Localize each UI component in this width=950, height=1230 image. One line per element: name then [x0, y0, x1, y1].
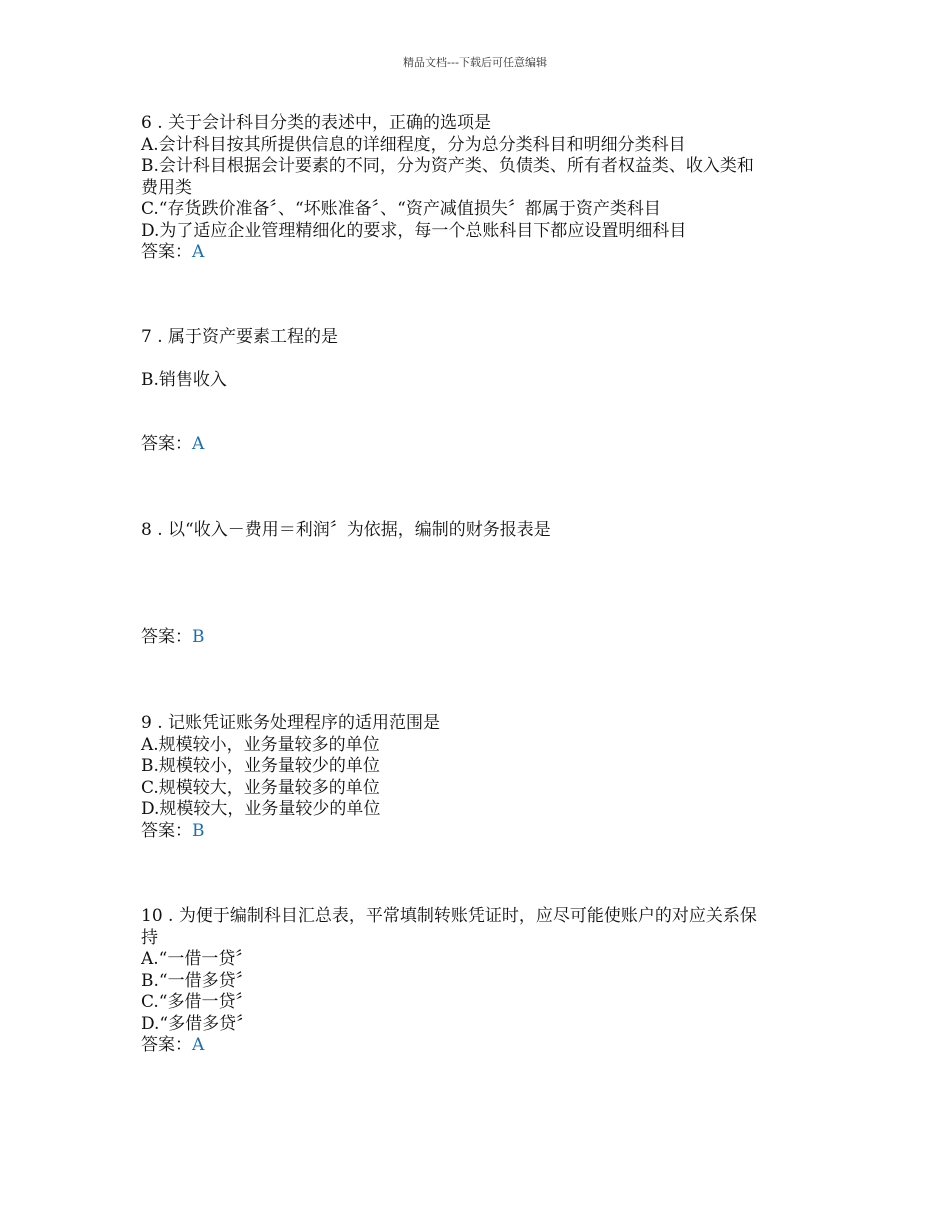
answer-row: [141, 821, 821, 843]
page-header: 精品文档---下载后可任意编辑: [403, 56, 547, 69]
answer-value: B: [192, 627, 205, 647]
question-8-answer: [141, 627, 821, 649]
question-title: 7 . 属于资产要素工程的是: [141, 327, 339, 347]
option-a: A.“一借一贷〞: [141, 949, 253, 969]
question-6: [141, 113, 821, 264]
answer-row: [141, 1035, 821, 1057]
question-title-cont: 持: [141, 927, 158, 948]
option-b: B.“一借多贷〞: [141, 970, 253, 991]
answer-label: 答案：: [141, 627, 192, 647]
question-7-answer: [141, 434, 821, 456]
question-10: [141, 906, 821, 1057]
question-7-options: [141, 370, 821, 392]
answer-row: [141, 242, 821, 264]
answer-value: A: [192, 434, 205, 454]
question-9: [141, 713, 821, 842]
question-title: 6 . 关于会计科目分类的表述中，正确的选项是: [141, 113, 492, 133]
option-b: B.会计科目根据会计要素的不同，分为资产类、负债类、所有者权益类、收入类和: [141, 156, 754, 176]
question-7: [141, 327, 821, 349]
option-a: A.规模较小，业务量较多的单位: [141, 734, 380, 755]
option-d: D.为了适应企业管理精细化的要求，每一个总账科目下都应设置明细科目: [141, 220, 687, 241]
question-title: 8 . 以“收入－费用＝利润〞为依据，编制的财务报表是: [141, 520, 551, 540]
question-title: 9 . 记账凭证账务处理程序的适用范围是: [141, 713, 441, 733]
answer-value: A: [192, 242, 205, 262]
option-c: C.“存货跌价准备〞、“坏账准备〞、“资产减值损失〞都属于资产类科目: [141, 199, 661, 219]
option-d: D.规模较大，业务量较少的单位: [141, 799, 381, 819]
option-d: D.“多借多贷〞: [141, 1013, 254, 1034]
option-b-cont: 费用类: [141, 177, 192, 198]
answer-label: 答案：: [141, 242, 192, 262]
option-c: C.“多借一贷〞: [141, 992, 253, 1012]
answer-row: [141, 434, 821, 456]
option-b: B.规模较小，业务量较少的单位: [141, 756, 380, 776]
option-c: C.规模较大，业务量较多的单位: [141, 777, 380, 798]
option-a: A.会计科目按其所提供信息的详细程度，分为总分类科目和明细分类科目: [141, 134, 686, 155]
answer-label: 答案：: [141, 820, 192, 841]
answer-label: 答案：: [141, 1035, 192, 1055]
answer-row: [141, 627, 821, 649]
answer-label: 答案：: [141, 434, 192, 454]
answer-value: B: [192, 820, 205, 841]
question-title: 10 . 为便于编制科目汇总表，平常填制转账凭证时，应尽可能使账户的对应关系保: [141, 906, 757, 926]
answer-value: A: [192, 1035, 205, 1055]
question-8: [141, 520, 821, 542]
option-b: B.销售收入: [141, 370, 227, 390]
